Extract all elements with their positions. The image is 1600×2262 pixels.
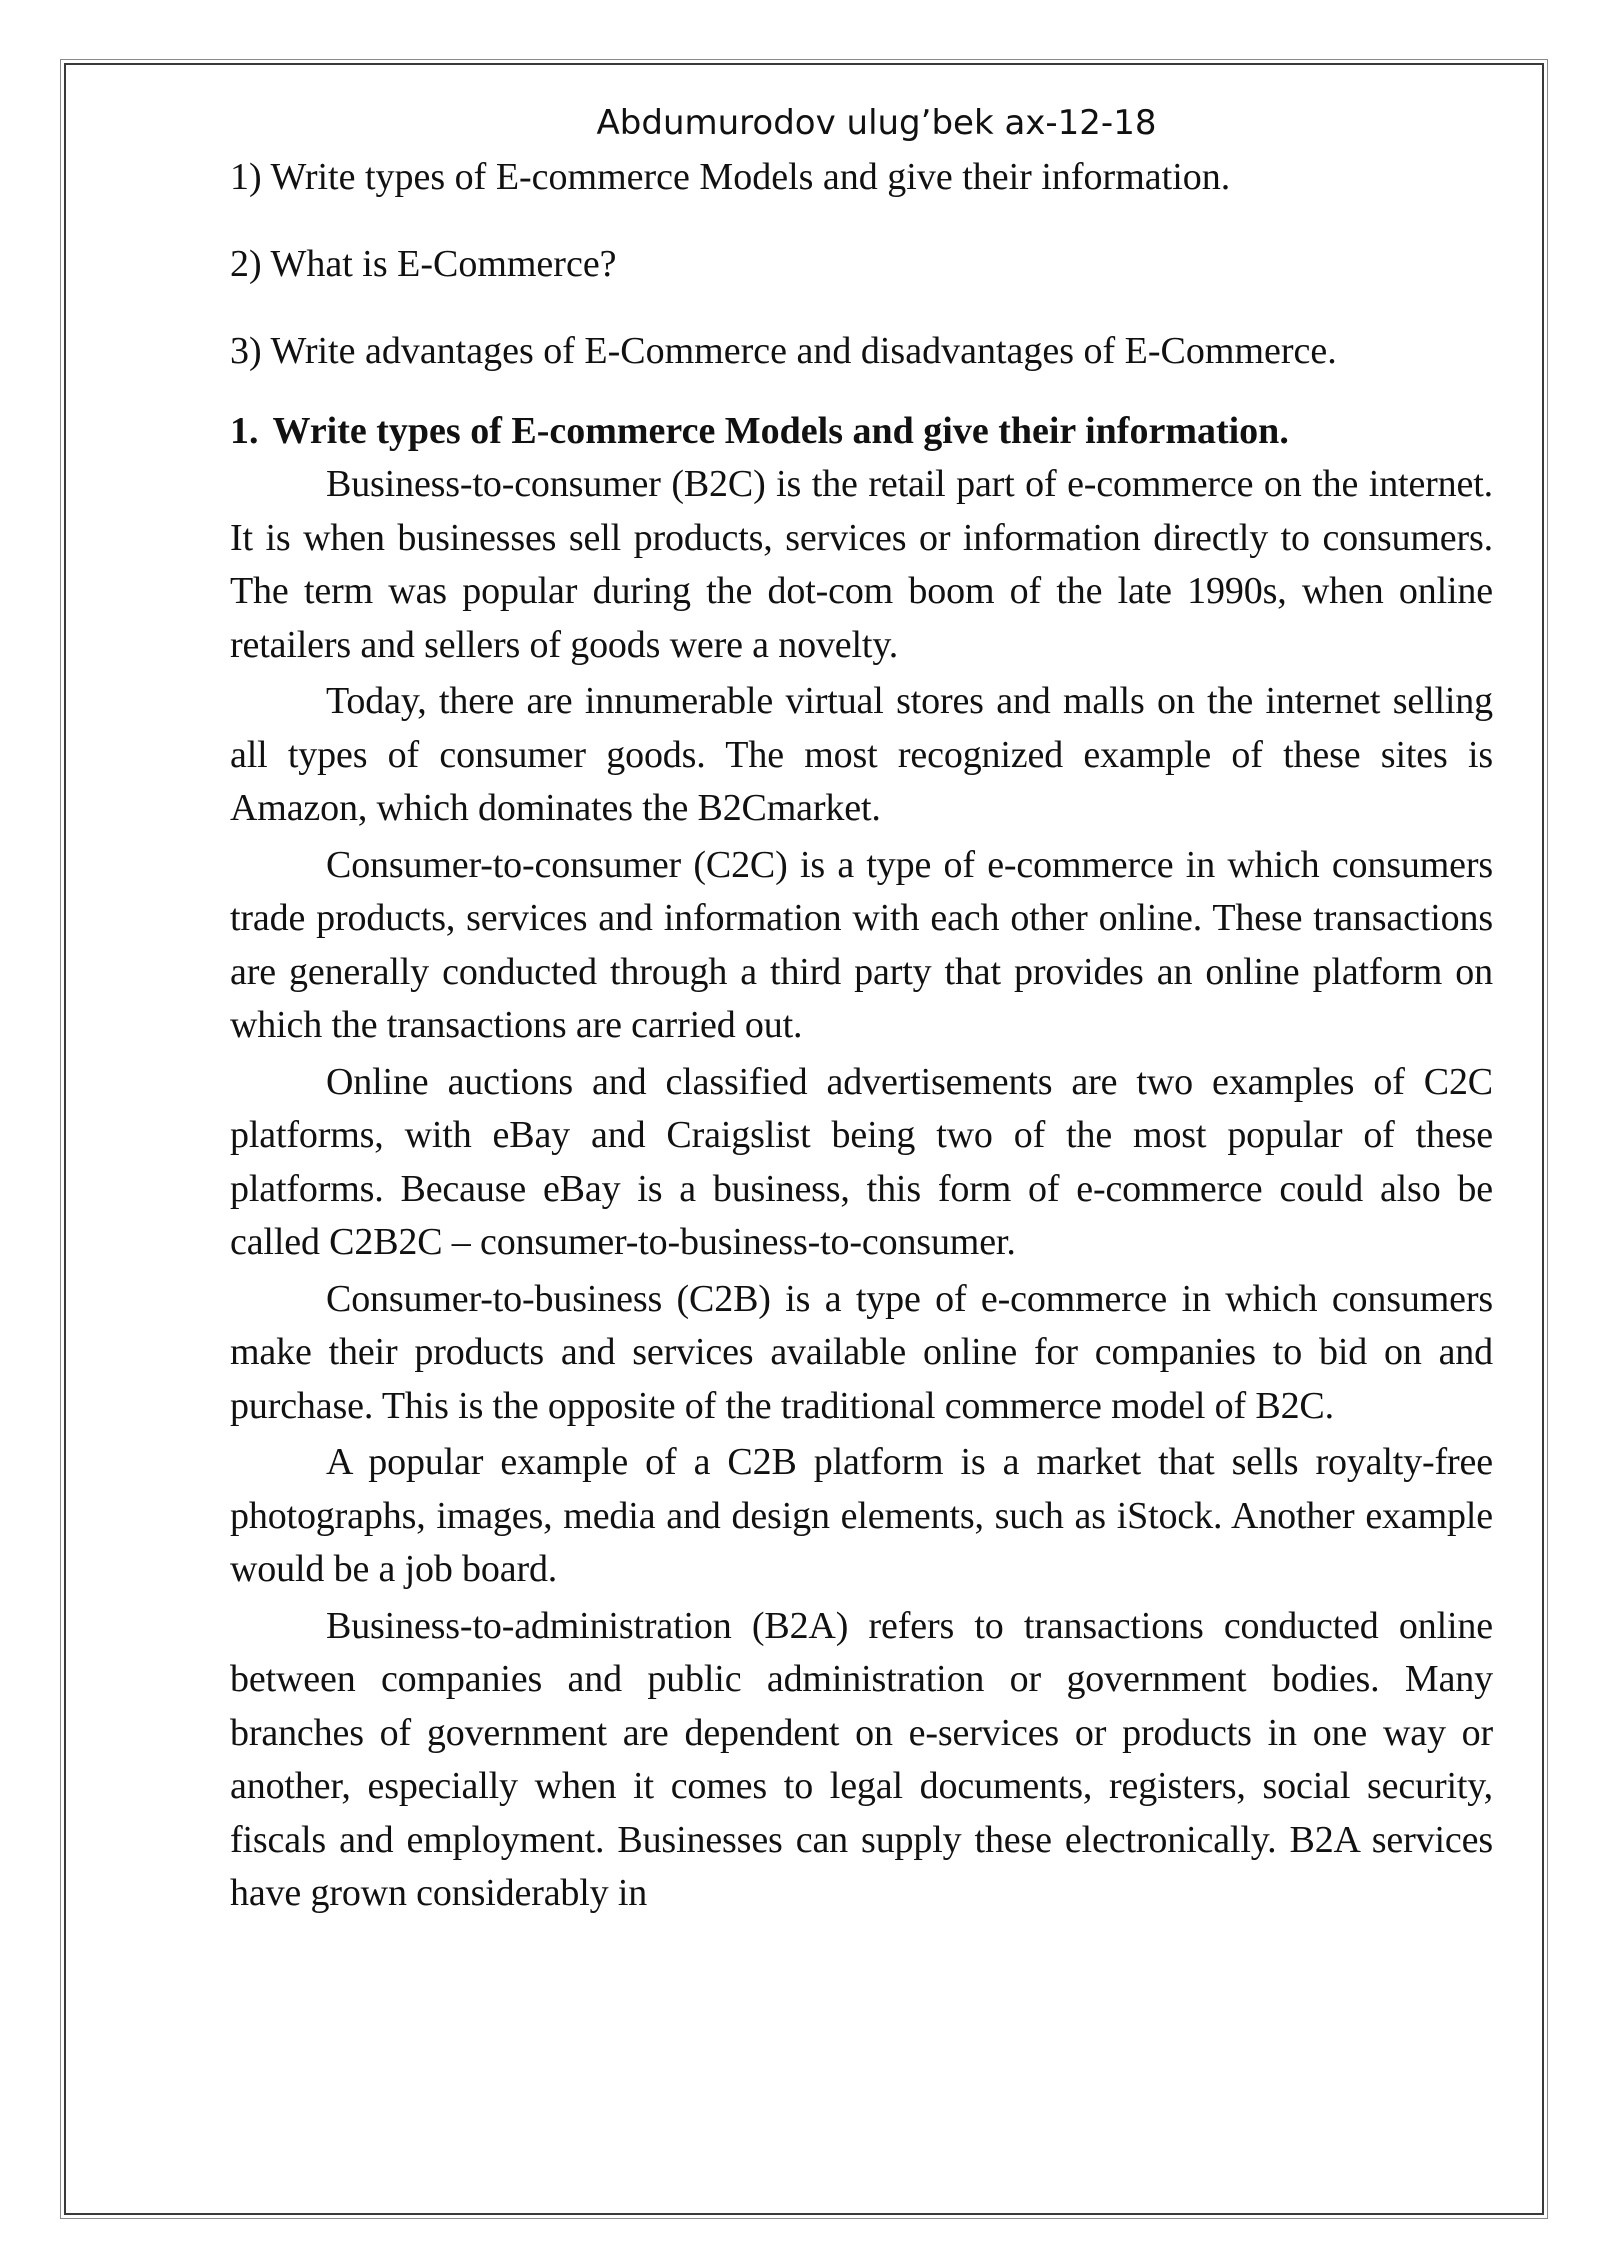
section-number: 1. [230, 410, 259, 452]
question-1: 1) Write types of E-commerce Models and give their information. [230, 156, 1231, 198]
section-title: Write types of E-commerce Models and give their information. [272, 410, 1289, 452]
paragraph-c2c: Consumer-to-consumer (C2C) is a type of e-commerce in which consumers trade products, services and information with each other online. These transactions are generally conducted through a third party that provides an online platform on which the transactions are carried out. [230, 843, 1493, 1046]
section-heading [230, 404, 1493, 458]
paragraph-b2a: Business-to-administration (B2A) refers to transactions conducted online between companies and public administration or government bodies. Many branches of government are dependent on e-services or products in one way or another, especially when it comes to legal documents, registers, social security, fiscals and employment. Businesses can supply these electronically. B2A services have grown considerably in [230, 1604, 1493, 1914]
paragraph-c2b-example: A popular example of a C2B platform is a market that sells royalty-free photographs, images, media and design elements, such as iStock. Another example would be a job board. [230, 1441, 1493, 1590]
paragraph-b2c: Business-to-consumer (B2C) is the retail part of e-commerce on the internet. It is when businesses sell products, services or information directly to consumers. The term was popular during the dot-com boom of the late 1990s, when online retailers and sellers of goods were a novelty. [230, 463, 1493, 666]
document-body [230, 96, 1493, 1921]
paragraph-b2c-example: Today, there are innumerable virtual stores and malls on the internet selling all types of consumer goods. The most recognized example of these sites is Amazon, which dominates the B2Cmarket. [230, 680, 1493, 829]
author-line: Abdumurodov ulug’bek ax-12-18 [596, 103, 1157, 143]
question-2: 2) What is E-Commerce? [230, 243, 617, 285]
paragraph-c2c-example: Online auctions and classified advertisements are two examples of C2C platforms, with eBay and Craigslist being two of the most popular of these platforms. Because eBay is a business, this form of e-commerce could also be called C2B2C – consumer-to-business-to-consumer. [230, 1060, 1493, 1263]
question-3: 3) Write advantages of E-Commerce and disadvantages of E-Commerce. [230, 330, 1337, 372]
paragraph-c2b: Consumer-to-business (C2B) is a type of e-commerce in which consumers make their products and services available online for companies to bid on and purchase. This is the opposite of the traditional commerce model of B2C. [230, 1277, 1493, 1427]
